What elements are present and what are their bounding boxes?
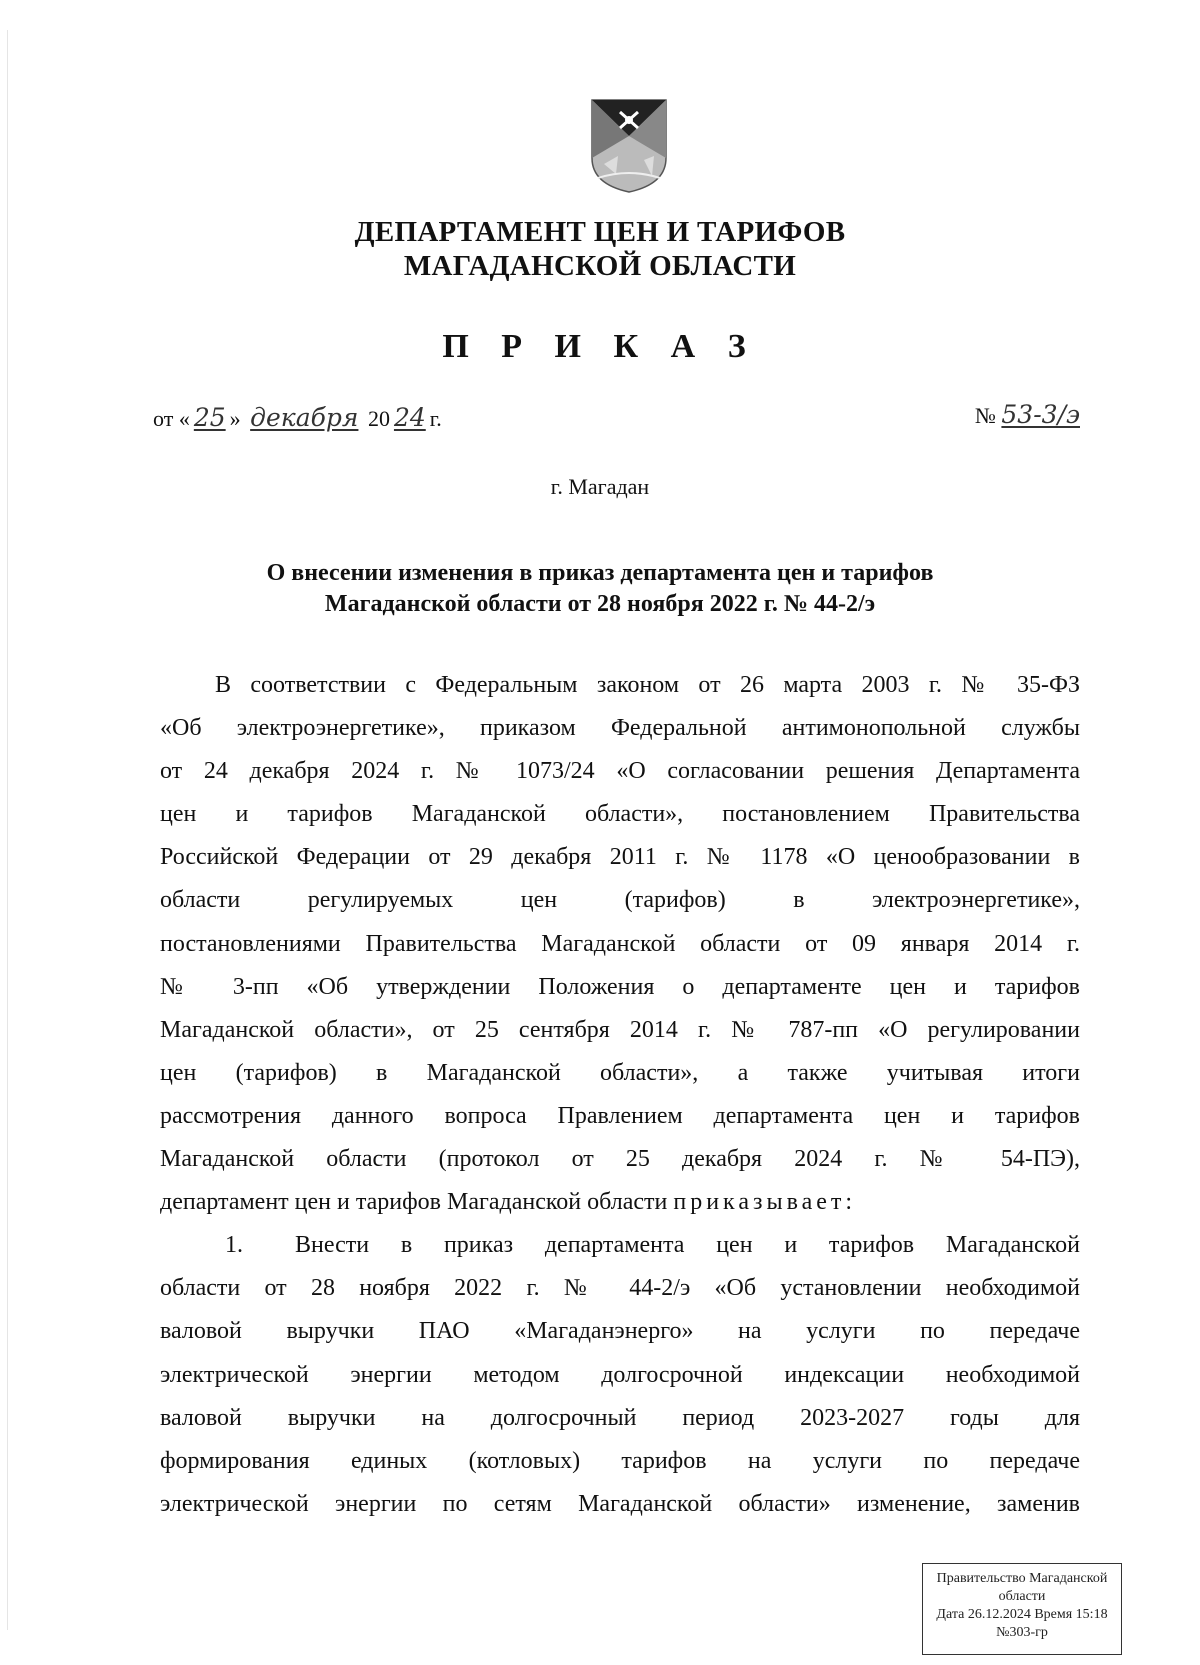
item-1-text: Внести в приказ департамента цен и тарифов Магаданской bbox=[295, 1232, 1080, 1259]
city-label: г. Магадан bbox=[550, 474, 650, 499]
item-1-first-line bbox=[160, 1224, 1080, 1267]
stamp-line-3: Дата 26.12.2024 Время 15:18 bbox=[936, 1607, 1108, 1622]
handwritten-year-suffix: 24 bbox=[393, 403, 426, 432]
date-prefix: от « bbox=[153, 406, 190, 431]
year-prefix: 20 bbox=[367, 406, 390, 431]
subject-line-2: Магаданской области от 28 ноября 2022 г. № 44-2/э bbox=[324, 591, 876, 617]
magadan-coat-of-arms-icon bbox=[590, 98, 668, 194]
body-line: Магаданской области», от 25 сентября 2014 г. № 787-пп «О регулировании bbox=[160, 1016, 1080, 1043]
item-1-line: валовой выручки на долгосрочный период 2023-2027 годы для bbox=[160, 1404, 1080, 1431]
stamp-line-1: Правительство Магаданской bbox=[936, 1571, 1108, 1586]
body-line: цен (тарифов) в Магаданской области», а также учитывая итоги bbox=[160, 1059, 1080, 1086]
body-line: Магаданской области (протокол от 25 декабря 2024 г. № 54-ПЭ), bbox=[160, 1146, 1080, 1173]
body-line: «Об электроэнергетике», приказом Федеральной антимонопольной службы bbox=[160, 715, 1080, 742]
registration-stamp bbox=[922, 1563, 1122, 1655]
department-name-line-1: ДЕПАРТАМЕНТ ЦЕН И ТАРИФОВ bbox=[354, 216, 846, 248]
handwritten-month: декабря bbox=[250, 403, 359, 432]
order-body bbox=[160, 664, 1080, 1526]
order-date bbox=[153, 403, 442, 432]
item-1-line: области от 28 ноября 2022 г. № 44-2/э «Об установлении необходимой bbox=[160, 1275, 1080, 1302]
resolve-line bbox=[160, 1181, 1080, 1224]
year-suffix-g: г. bbox=[429, 406, 442, 431]
item-1-line: формирования единых (котловых) тарифов на услуги по передаче bbox=[160, 1447, 1080, 1474]
body-line: цен и тарифов Магаданской области», постановлением Правительства bbox=[160, 801, 1080, 828]
item-1-number: 1. bbox=[225, 1232, 243, 1259]
subject-line-1: О внесении изменения в приказ департамента цен и тарифов bbox=[266, 560, 934, 586]
body-line: области регулируемых цен (тарифов) в электроэнергетике», bbox=[160, 887, 1080, 914]
resolve-word: приказывает: bbox=[673, 1189, 857, 1216]
order-number bbox=[975, 400, 1080, 429]
body-line: Российской Федерации от 29 декабря 2011 г. № 1178 «О ценообразовании в bbox=[160, 844, 1080, 871]
order-subject bbox=[100, 558, 1100, 620]
body-line: постановлениями Правительства Магаданской области от 09 января 2014 г. bbox=[160, 930, 1080, 957]
body-line: В соответствии с Федеральным законом от 26 марта 2003 г. № 35-ФЗ bbox=[215, 672, 1080, 698]
stamp-line-4: №303-гр bbox=[996, 1625, 1048, 1640]
body-line: рассмотрения данного вопроса Правлением департамента цен и тарифов bbox=[160, 1102, 1080, 1129]
stamp-line-2: области bbox=[998, 1589, 1046, 1604]
department-header bbox=[0, 215, 1200, 283]
order-title: П Р И К А З bbox=[442, 328, 758, 365]
handwritten-day: 25 bbox=[193, 403, 226, 432]
body-line: от 24 декабря 2024 г. № 1073/24 «О согласовании решения Департамента bbox=[160, 758, 1080, 785]
resolve-prefix: департамент цен и тарифов Магаданской области bbox=[160, 1189, 674, 1216]
department-name-line-2: МАГАДАНСКОЙ ОБЛАСТИ bbox=[403, 250, 797, 282]
body-line: № 3-пп «Об утверждении Положения о департаменте цен и тарифов bbox=[160, 973, 1080, 1000]
number-prefix: № bbox=[974, 403, 996, 428]
item-1-line: электрической энергии методом долгосрочной индексации необходимой bbox=[160, 1361, 1080, 1388]
item-1-line: валовой выручки ПАО «Магаданэнерго» на услуги по передаче bbox=[160, 1318, 1080, 1345]
item-1-line: электрической энергии по сетям Магаданской области» изменение, заменив bbox=[160, 1490, 1080, 1517]
date-mid: » bbox=[229, 406, 241, 431]
handwritten-order-number: 53-3/э bbox=[1001, 400, 1080, 429]
